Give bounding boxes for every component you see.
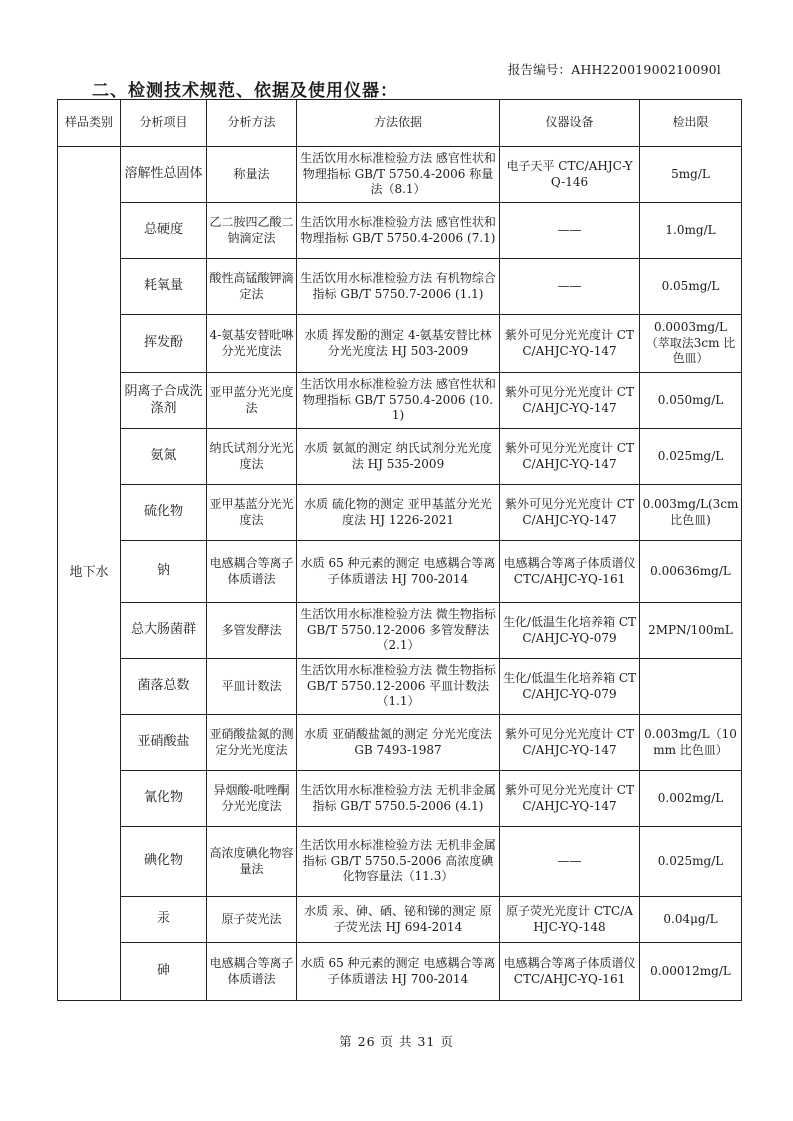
table-row [58,203,742,259]
basis-cell: 生活饮用水标准检验方法 无机非金属指标 GB/T 5750.5-2006 (4.1) [297,771,500,827]
limit-cell: 0.0003mg/L（萃取法3cm 比色皿） [640,315,742,373]
item-cell: 硫化物 [121,485,207,541]
basis-cell: 生活饮用水标准检验方法 感官性状和物理指标 GB/T 5750.4-2006 称量法（8.1） [297,147,500,203]
basis-cell: 水质 汞、砷、硒、铋和锑的测定 原子荧光法 HJ 694-2014 [297,897,500,943]
instrument-cell: 电感耦合等离子体质谱仪 CTC/AHJC-YQ-161 [500,943,640,1001]
method-cell: 乙二胺四乙酸二钠滴定法 [207,203,297,259]
table-row [58,147,742,203]
limit-cell: 0.00636mg/L [640,541,742,603]
method-cell: 电感耦合等离子体质谱法 [207,541,297,603]
basis-cell: 水质 硫化物的测定 亚甲基蓝分光光度法 HJ 1226-2021 [297,485,500,541]
table-row [58,603,742,659]
table-row [58,943,742,1001]
instrument-cell: 电感耦合等离子体质谱仪 CTC/AHJC-YQ-161 [500,541,640,603]
basis-cell: 水质 65 种元素的测定 电感耦合等离子体质谱法 HJ 700-2014 [297,541,500,603]
item-cell: 钠 [121,541,207,603]
item-cell: 总大肠菌群 [121,603,207,659]
method-cell: 酸性高锰酸钾滴定法 [207,259,297,315]
instrument-cell: —— [500,259,640,315]
limit-cell: 0.025mg/L [640,827,742,897]
basis-cell: 水质 挥发酚的测定 4-氨基安替比林分光光度法 HJ 503-2009 [297,315,500,373]
table-row [58,373,742,429]
basis-cell: 水质 亚硝酸盐氮的测定 分光光度法 GB 7493-1987 [297,715,500,771]
item-cell: 挥发酚 [121,315,207,373]
method-cell: 多管发酵法 [207,603,297,659]
section-title: 二、检测技术规范、依据及使用仪器： [92,81,398,101]
instrument-cell: 紫外可见分光光度计 CTC/AHJC-YQ-147 [500,771,640,827]
limit-cell: 0.05mg/L [640,259,742,315]
column-header: 方法依据 [297,100,500,147]
method-cell: 原子荧光法 [207,897,297,943]
basis-cell: 生活饮用水标准检验方法 微生物指标 GB/T 5750.12-2006 多管发酵法（2.1） [297,603,500,659]
instrument-cell: 紫外可见分光光度计 CTC/AHJC-YQ-147 [500,315,640,373]
instrument-cell: —— [500,203,640,259]
instrument-cell: 电子天平 CTC/AHJC-YQ-146 [500,147,640,203]
limit-cell: 0.003mg/L(3cm 比色皿) [640,485,742,541]
method-cell: 纳氏试剂分光光度法 [207,429,297,485]
table-row [58,541,742,603]
limit-cell: 0.002mg/L [640,771,742,827]
limit-cell [640,659,742,715]
basis-cell: 生活饮用水标准检验方法 感官性状和物理指标 GB/T 5750.4-2006 (10.1) [297,373,500,429]
instrument-cell: 紫外可见分光光度计 CTC/AHJC-YQ-147 [500,485,640,541]
limit-cell: 1.0mg/L [640,203,742,259]
table-row [58,485,742,541]
method-cell: 高浓度碘化物容量法 [207,827,297,897]
table-row [58,771,742,827]
item-cell: 汞 [121,897,207,943]
item-cell: 氰化物 [121,771,207,827]
basis-cell: 生活饮用水标准检验方法 有机物综合指标 GB/T 5750.7-2006 (1.1) [297,259,500,315]
instrument-cell: —— [500,827,640,897]
limit-cell: 0.025mg/L [640,429,742,485]
limit-cell: 0.003mg/L（10mm 比色皿） [640,715,742,771]
basis-cell: 水质 65 种元素的测定 电感耦合等离子体质谱法 HJ 700-2014 [297,943,500,1001]
method-cell: 平皿计数法 [207,659,297,715]
table-row [58,315,742,373]
column-header: 仪器设备 [500,100,640,147]
basis-cell: 生活饮用水标准检验方法 无机非金属指标 GB/T 5750.5-2006 高浓度碘化物容量法（11.3） [297,827,500,897]
report-number: 报告编号：AHH22001900210090l [507,62,721,77]
basis-cell: 水质 氨氮的测定 纳氏试剂分光光度法 HJ 535-2009 [297,429,500,485]
column-header: 样品类别 [58,100,121,147]
instrument-cell: 紫外可见分光光度计 CTC/AHJC-YQ-147 [500,715,640,771]
table-body [58,147,742,1001]
basis-cell: 生活饮用水标准检验方法 感官性状和物理指标 GB/T 5750.4-2006 (7.1) [297,203,500,259]
column-header: 分析项目 [121,100,207,147]
table-row [58,715,742,771]
table-header-row [58,100,742,147]
item-cell: 总硬度 [121,203,207,259]
method-cell: 4-氨基安替吡啉分光光度法 [207,315,297,373]
table-row [58,827,742,897]
column-header: 检出限 [640,100,742,147]
column-header: 分析方法 [207,100,297,147]
method-cell: 电感耦合等离子体质谱法 [207,943,297,1001]
methods-table [57,99,742,1001]
table-row [58,429,742,485]
item-cell: 亚硝酸盐 [121,715,207,771]
method-cell: 亚甲基蓝分光光度法 [207,485,297,541]
item-cell: 菌落总数 [121,659,207,715]
instrument-cell: 生化/低温生化培养箱 CTC/AHJC-YQ-079 [500,603,640,659]
instrument-cell: 生化/低温生化培养箱 CTC/AHJC-YQ-079 [500,659,640,715]
sample-category-cell: 地下水 [58,147,121,1001]
limit-cell: 5mg/L [640,147,742,203]
page-number: 第 26 页 共 31 页 [339,1034,454,1049]
instrument-cell: 紫外可见分光光度计 CTC/AHJC-YQ-147 [500,429,640,485]
item-cell: 碘化物 [121,827,207,897]
method-cell: 亚甲蓝分光光度法 [207,373,297,429]
method-cell: 异烟酸-吡唑酮分光光度法 [207,771,297,827]
instrument-cell: 紫外可见分光光度计 CTC/AHJC-YQ-147 [500,373,640,429]
limit-cell: 0.00012mg/L [640,943,742,1001]
method-cell: 亚硝酸盐氮的测定分光光度法 [207,715,297,771]
item-cell: 砷 [121,943,207,1001]
item-cell: 阴离子合成洗涤剂 [121,373,207,429]
instrument-cell: 原子荧光光度计 CTC/AHJC-YQ-148 [500,897,640,943]
table-row [58,897,742,943]
table-row [58,659,742,715]
limit-cell: 0.04μg/L [640,897,742,943]
limit-cell: 0.050mg/L [640,373,742,429]
item-cell: 耗氧量 [121,259,207,315]
table-row [58,259,742,315]
method-cell: 称量法 [207,147,297,203]
item-cell: 氨氮 [121,429,207,485]
item-cell: 溶解性总固体 [121,147,207,203]
basis-cell: 生活饮用水标准检验方法 微生物指标 GB/T 5750.12-2006 平皿计数法（1.1） [297,659,500,715]
limit-cell: 2MPN/100mL [640,603,742,659]
